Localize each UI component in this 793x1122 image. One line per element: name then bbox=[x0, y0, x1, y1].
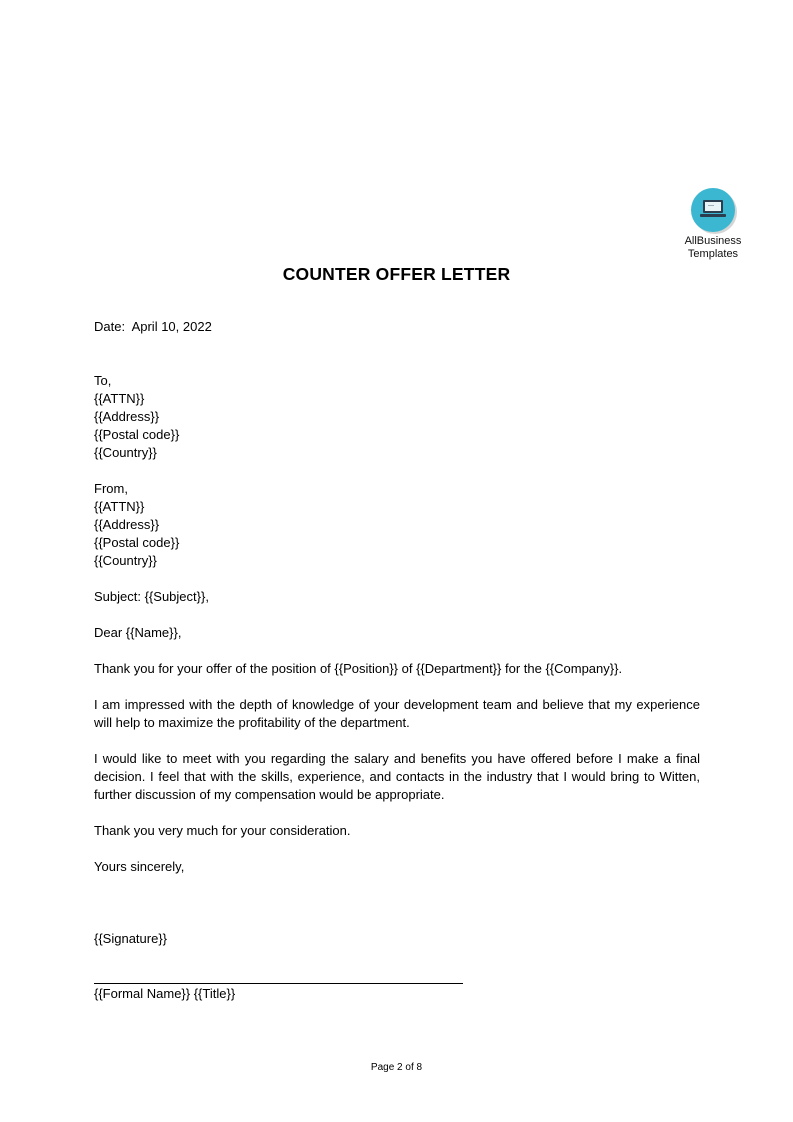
from-country: {{Country}} bbox=[94, 553, 157, 568]
logo-text bbox=[676, 235, 750, 261]
sender-block bbox=[94, 480, 700, 570]
to-label: To, bbox=[94, 373, 112, 388]
body-paragraph-3: I would like to meet with you regarding the salary and benefits you have offered before I make a final decision. I feel that with the skills, experience, and contacts in the industry that I would bring to Witten, further discussion of my compensation would be appropriate. bbox=[94, 751, 700, 802]
to-postal-code: {{Postal code}} bbox=[94, 427, 180, 442]
formal-name-title: {{Formal Name}} {{Title}} bbox=[94, 986, 236, 1001]
salutation: Dear {{Name}}, bbox=[94, 625, 182, 640]
body-paragraph-4: Thank you very much for your consideration. bbox=[94, 823, 351, 838]
logo-line-1: AllBusiness bbox=[684, 235, 742, 247]
laptop-icon bbox=[700, 199, 726, 219]
from-postal-code: {{Postal code}} bbox=[94, 535, 180, 550]
logo-badge bbox=[691, 188, 735, 232]
closing: Yours sincerely, bbox=[94, 859, 185, 874]
to-country: {{Country}} bbox=[94, 445, 157, 460]
page-number: Page 2 of 8 bbox=[370, 1062, 423, 1073]
body-paragraph-1: Thank you for your offer of the position of {{Position}} of {{Department}} for the {{Company}}. bbox=[94, 661, 623, 676]
from-address: {{Address}} bbox=[94, 517, 160, 532]
letter-title: COUNTER OFFER LETTER bbox=[282, 264, 511, 284]
from-attn: {{ATTN}} bbox=[94, 499, 145, 514]
date-line: Date: April 10, 2022 bbox=[94, 319, 212, 334]
subject-line: Subject: {{Subject}}, bbox=[94, 589, 209, 604]
company-logo bbox=[676, 188, 750, 261]
signature-placeholder: {{Signature}} bbox=[94, 931, 168, 946]
from-label: From, bbox=[94, 481, 128, 496]
signature-rule bbox=[94, 983, 463, 984]
letter-body bbox=[94, 318, 700, 1003]
logo-line-2: Templates bbox=[687, 248, 739, 260]
body-paragraph-2: I am impressed with the depth of knowledge of your development team and believe that my experience will help to maximize the profitability of the department. bbox=[94, 697, 700, 730]
to-address: {{Address}} bbox=[94, 409, 160, 424]
to-attn: {{ATTN}} bbox=[94, 391, 145, 406]
recipient-block bbox=[94, 372, 700, 462]
